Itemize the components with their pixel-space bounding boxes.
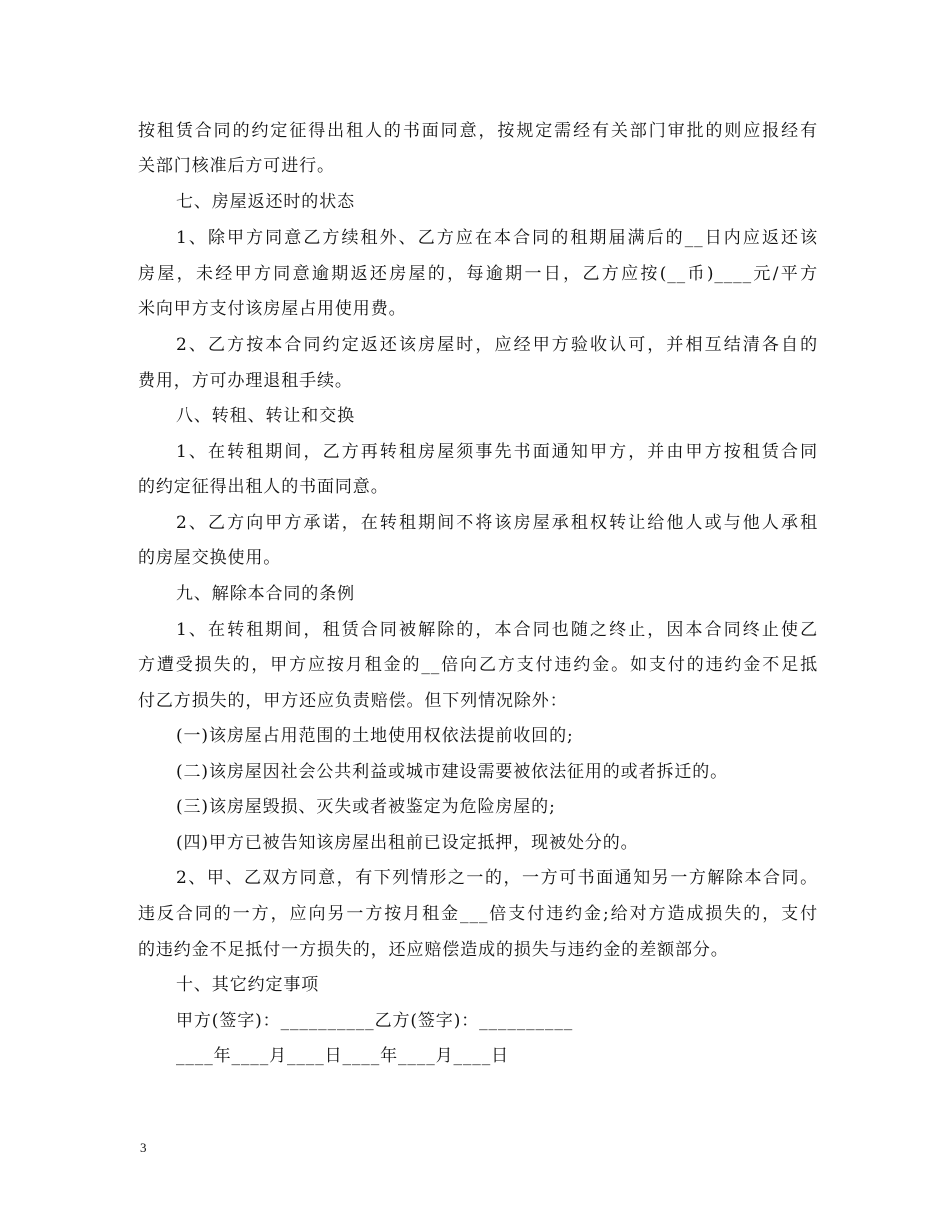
text-line: 方遭受损失的，甲方应按月租金的__倍向乙方支付违约金。如支付的违约金不足抵 bbox=[138, 655, 818, 675]
text-line: 1、在转租期间，租赁合同被解除的，本合同也随之终止，因本合同终止使乙 bbox=[176, 620, 818, 640]
text-line: 费用，方可办理退租手续。 bbox=[138, 371, 353, 391]
text-line: 2、甲、乙双方同意，有下列情形之一的，一方可书面通知另一方解除本合同。 bbox=[176, 868, 818, 888]
section-heading: 七、房屋返还时的状态 bbox=[176, 192, 355, 212]
text-line: 违反合同的一方，应向另一方按月租金___倍支付违约金;给对方造成损失的，支付 bbox=[138, 904, 818, 924]
text-line: 米向甲方支付该房屋占用使用费。 bbox=[138, 299, 407, 319]
list-item: (一)该房屋占用范围的土地使用权依法提前收回的; bbox=[176, 726, 574, 746]
text-line: 的房屋交换使用。 bbox=[138, 548, 282, 568]
text-line: 按租赁合同的约定征得出租人的书面同意，按规定需经有关部门审批的则应报经有 bbox=[138, 121, 818, 141]
section-heading: 十、其它约定事项 bbox=[176, 975, 320, 995]
text-line: 的违约金不足抵付一方损失的，还应赔偿造成的损失与违约金的差额部分。 bbox=[138, 940, 729, 960]
text-line: 1、除甲方同意乙方续租外、乙方应在本合同的租期届满后的__日内应返还该 bbox=[176, 228, 818, 248]
signature-line: 甲方(签字)：__________乙方(签字)：__________ bbox=[176, 1011, 574, 1031]
text-line: 2、乙方向甲方承诺，在转租期间不将该房屋承租权转让给他人或与他人承租 bbox=[176, 513, 818, 533]
section-heading: 九、解除本合同的条例 bbox=[176, 584, 355, 604]
date-line: ____年____月____日____年____月____日 bbox=[176, 1046, 509, 1066]
page-number: 3 bbox=[140, 1140, 147, 1155]
list-item: (二)该房屋因社会公共利益或城市建设需要被依法征用的或者拆迁的。 bbox=[176, 762, 729, 782]
text-line: 的约定征得出租人的书面同意。 bbox=[138, 477, 389, 497]
list-item: (四)甲方已被告知该房屋出租前已设定抵押，现被处分的。 bbox=[176, 833, 639, 853]
text-line: 房屋，未经甲方同意逾期返还房屋的，每逾期一日，乙方应按(__币)____元/平方 bbox=[138, 264, 818, 284]
section-heading: 八、转租、转让和交换 bbox=[176, 406, 355, 426]
list-item: (三)该房屋毁损、灭失或者被鉴定为危险房屋的; bbox=[176, 797, 556, 817]
text-line: 关部门核准后方可进行。 bbox=[138, 156, 335, 176]
text-line: 2、乙方按本合同约定返还该房屋时，应经甲方验收认可，并相互结清各自的 bbox=[176, 335, 818, 355]
text-line: 付乙方损失的，甲方还应负责赔偿。但下列情况除外： bbox=[138, 691, 568, 711]
text-line: 1、在转租期间，乙方再转租房屋须事先书面通知甲方，并由甲方按租赁合同 bbox=[176, 442, 818, 462]
